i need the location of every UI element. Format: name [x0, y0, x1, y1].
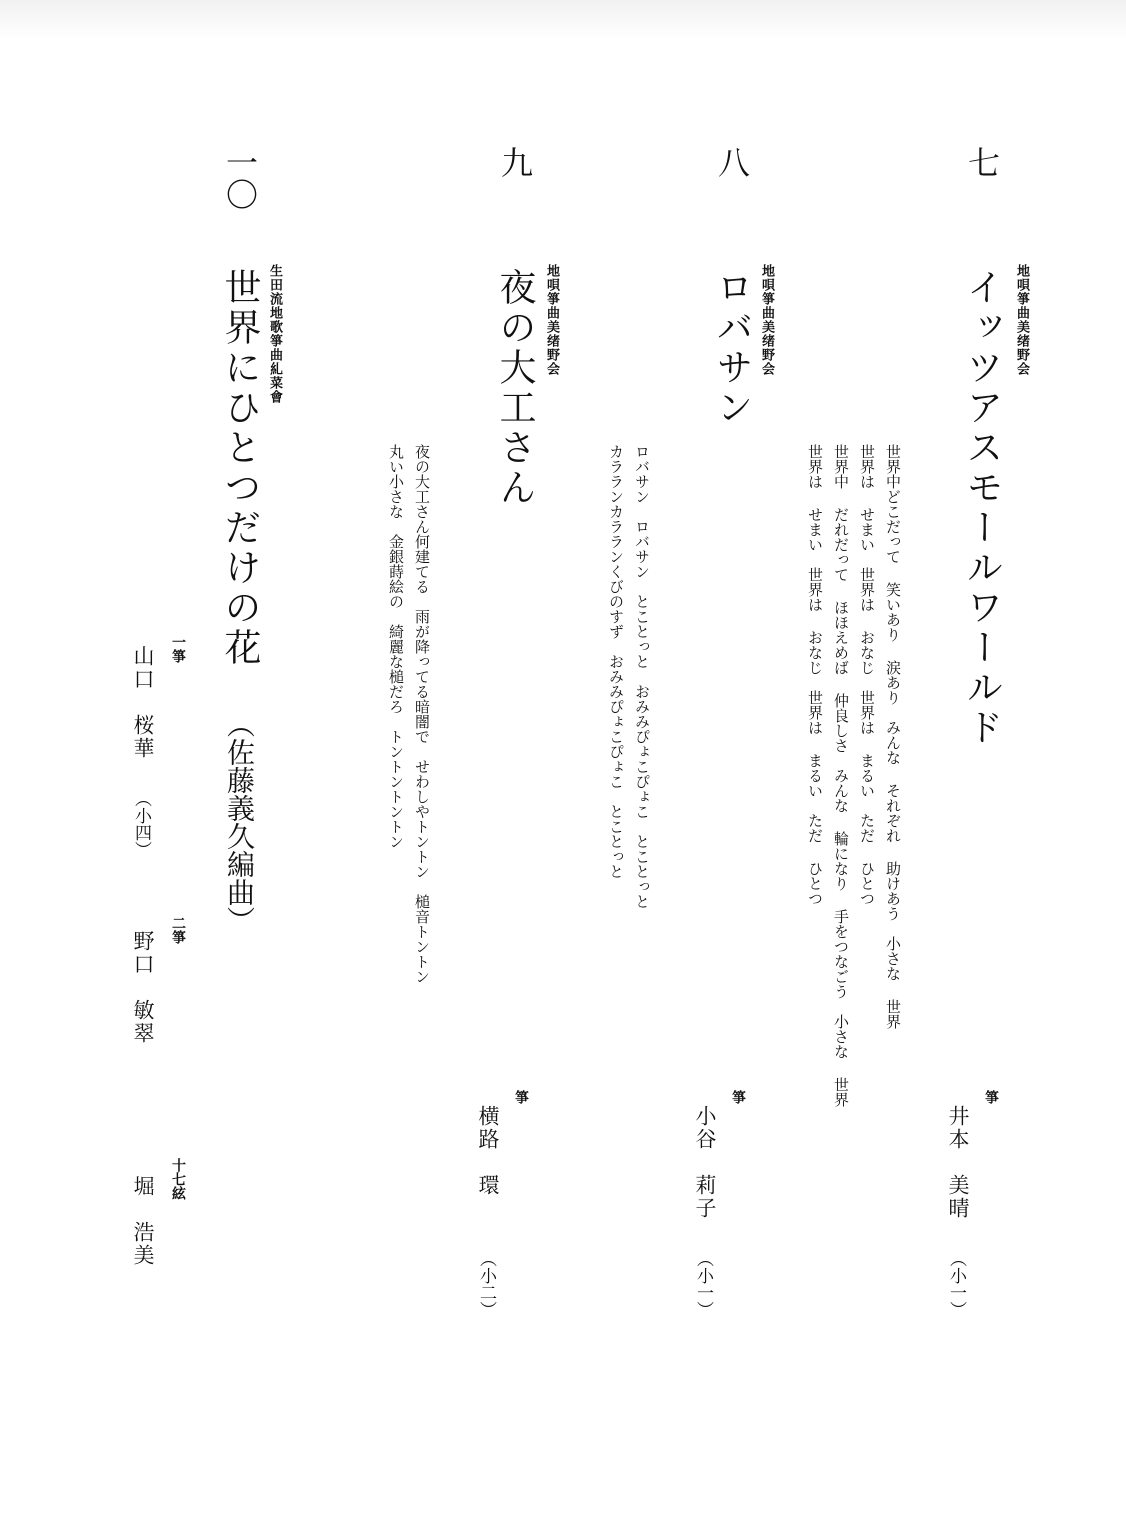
- piece-10-group: 生田流地歌箏曲糺菜會: [267, 264, 282, 404]
- piece-9-group: 地唄箏曲美绪野会: [544, 264, 559, 376]
- piece-9-grade: （小二）: [476, 1250, 496, 1318]
- piece-10-grade-1: （小四）: [131, 790, 151, 858]
- piece-7-lyric-line: 世界中どこだって 笑いあり 涙あり みんな それぞれ 助けあう 小さな 世界: [884, 444, 902, 1029]
- piece-number-7: 七: [963, 146, 1001, 178]
- piece-7-lyric-line: 世界は せまい 世界は おなじ 世界は まるい ただ ひとつ: [858, 444, 876, 906]
- piece-number-10: 一〇: [221, 146, 259, 210]
- piece-10-title: 世界にひとつだけの花: [218, 268, 261, 668]
- piece-8-grade: （小一）: [693, 1250, 713, 1318]
- piece-8-group: 地唄箏曲美绪野会: [759, 264, 774, 376]
- piece-9-lyric-line: 丸い小さな 金銀蒔絵の 綺麗な槌だろ トントントントン: [387, 444, 405, 849]
- piece-7-title: イッツアスモールワールド: [960, 268, 1003, 748]
- piece-7-lyric-line: 世界中 だれだって ほほえめば 仲良しさ みんな 輪になり 手をつなごう 小さな 世界: [832, 444, 850, 1107]
- scan-shadow: [0, 0, 1126, 40]
- piece-7-lyric-line: 世界は せまい 世界は おなじ 世界は まるい ただ ひとつ: [806, 444, 824, 906]
- piece-8-lyric-line: ロバサン ロバサン とことっと おみみぴょこぴょこ とことっと: [633, 444, 651, 909]
- piece-7-grade: （小一）: [946, 1250, 966, 1318]
- piece-10-arrangement: （佐藤義久編曲）: [223, 710, 256, 934]
- piece-9-title: 夜の大工さん: [493, 268, 536, 508]
- piece-10-performer-1: 山口 桜華: [131, 645, 155, 760]
- piece-number-9: 九: [496, 146, 534, 178]
- piece-10-part-3: 十七絃: [170, 1158, 186, 1200]
- piece-7-performer: 井本 美晴: [946, 1105, 970, 1220]
- piece-10-performer-3: 堀 浩美: [131, 1175, 155, 1267]
- piece-number-8: 八: [713, 146, 751, 178]
- piece-8-lyric-line: カラランカラランくびのすず おみみぴょこぴょこ とことっと: [607, 444, 625, 879]
- piece-9-lyric-line: 夜の大工さん何建てる 雨が降ってる暗闇で せわしやトントン 槌音トントン: [413, 444, 431, 984]
- piece-10-part-2: 二箏: [170, 916, 186, 944]
- piece-9-instrument: 箏: [513, 1090, 529, 1104]
- piece-9-performer: 横路 環: [476, 1105, 500, 1197]
- piece-7-group: 地唄箏曲美绪野会: [1014, 264, 1029, 376]
- piece-8-instrument: 箏: [730, 1090, 746, 1104]
- piece-8-title: ロバサン: [710, 268, 753, 428]
- piece-7-instrument: 箏: [983, 1090, 999, 1104]
- piece-10-performer-2: 野口 敏翠: [131, 930, 155, 1045]
- piece-8-performer: 小谷 莉子: [693, 1105, 717, 1220]
- piece-10-part-1: 一箏: [170, 635, 186, 663]
